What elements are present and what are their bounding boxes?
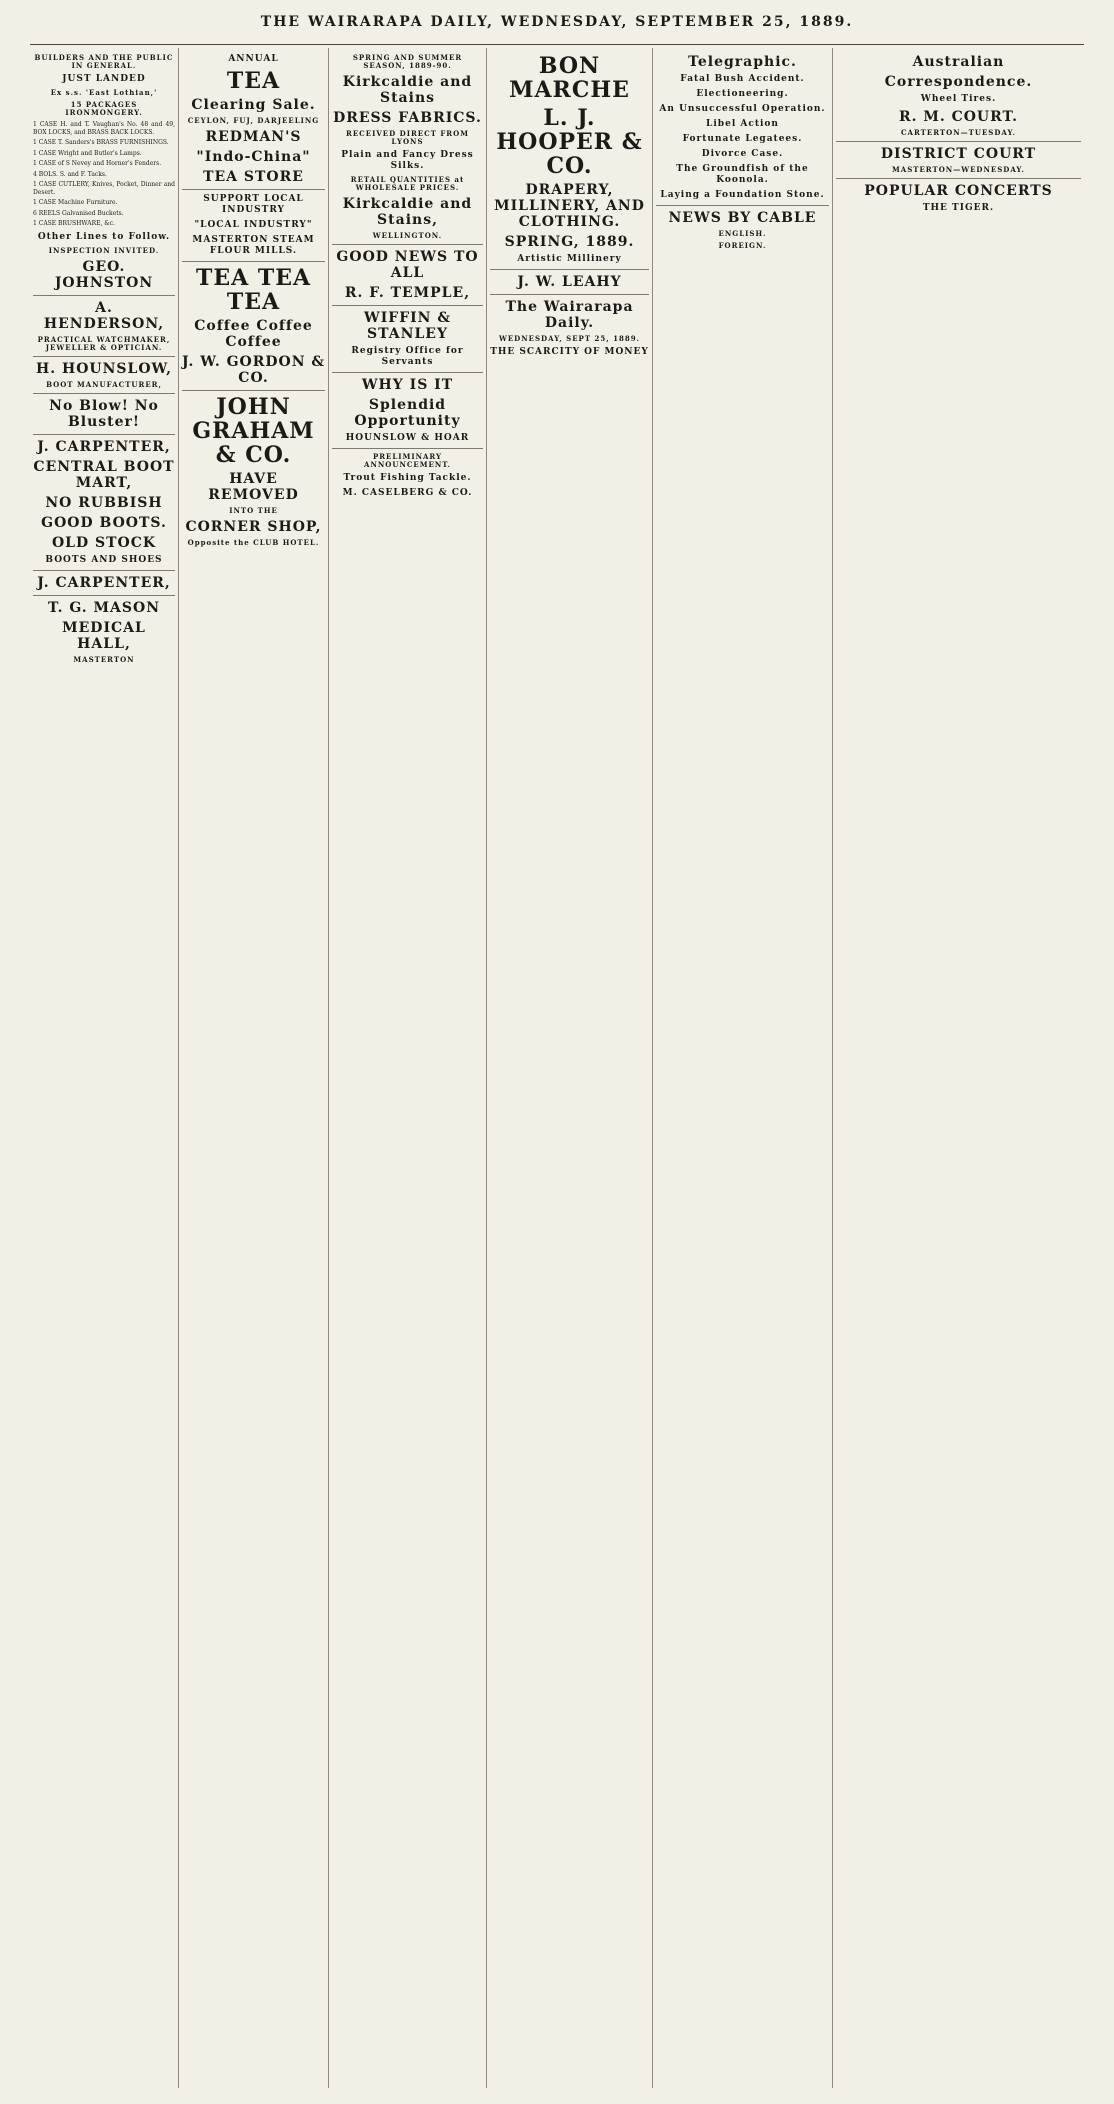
ad-heading: Coffee Coffee Coffee — [194, 318, 313, 350]
list-item: 1 CASE CUTLERY, Knives, Pocket, Dinner and Desert. — [33, 181, 175, 196]
masthead — [0, 0, 1114, 44]
column-5 — [652, 48, 832, 2088]
ad-heading: T. G. MASON — [47, 599, 161, 616]
ad-heading: TEA — [226, 68, 281, 94]
ad-heading: The Groundfish of the Koonola. — [676, 164, 809, 185]
ad-heading: RETAIL QUANTITIES at WHOLESALE PRICES. — [350, 175, 465, 192]
ad-heading: NEWS BY CABLE — [668, 210, 817, 226]
ad-heading: Clearing Sale. — [191, 97, 316, 113]
ad-heading: POPULAR CONCERTS — [864, 183, 1053, 199]
ad-heading: DRESS FABRICS. — [333, 110, 482, 126]
ad-heading: GOOD BOOTS. — [41, 514, 167, 531]
ad-heading: Artistic Millinery — [517, 254, 622, 264]
ad-heading: J. CARPENTER, — [37, 574, 171, 591]
ad-heading: An Unsuccessful Operation. — [659, 104, 826, 114]
ad-heading: MEDICAL HALL, — [62, 619, 146, 652]
column-6 — [832, 48, 1084, 2088]
ad-heading: INTO THE — [229, 506, 278, 515]
ad-heading: DISTRICT COURT — [880, 146, 1037, 162]
ad-heading: Telegraphic. — [688, 54, 797, 70]
ad-heading: WEDNESDAY, SEPT 25, 1889. — [498, 334, 640, 343]
ad-heading: TEA STORE — [203, 169, 304, 185]
ad-heading: Electioneering. — [696, 89, 789, 99]
ad-heading: Other Lines to Follow. — [37, 231, 171, 242]
list-item: 1 CASE Wright and Butler's Lamps. — [33, 149, 142, 157]
ad-heading: L. J. HOOPER & CO. — [496, 105, 643, 179]
ad-heading: GEO. JOHNSTON — [54, 258, 154, 291]
column-3 — [328, 48, 486, 2088]
list-item: 6 REELS Galvanised Buckets. — [33, 209, 124, 217]
ad-heading: TEA TEA TEA — [195, 265, 312, 315]
ad-heading: Opposite the CLUB HOTEL. — [187, 538, 320, 547]
ad-heading: Fatal Bush Accident. — [680, 74, 805, 84]
ad-heading: ENGLISH. — [718, 229, 767, 238]
ad-heading: Trout Fishing Tackle. — [343, 473, 472, 483]
ad-heading: Fortunate Legatees. — [682, 134, 803, 144]
ad-heading: WHY IS IT — [361, 377, 454, 393]
ad-heading: GOOD NEWS TO ALL — [336, 249, 479, 281]
ad-heading: R. M. COURT. — [898, 109, 1019, 125]
masthead-rule — [30, 44, 1084, 45]
ad-heading: DRAPERY, MILLINERY, AND CLOTHING. — [494, 182, 645, 230]
ad-heading: INSPECTION INVITED. — [48, 245, 160, 255]
ad-heading: NO RUBBISH — [45, 494, 163, 511]
ad-heading: BON MARCHE — [509, 53, 630, 103]
ad-heading: R. F. TEMPLE, — [344, 285, 471, 301]
masthead-title: THE WAIRARAPA DAILY, WEDNESDAY, SEPTEMBER 25, 1889. — [260, 14, 854, 30]
ad-heading: SPRING, 1889. — [504, 234, 635, 250]
ad-heading: M. CASELBERG & CO. — [342, 488, 473, 498]
ad-heading: HAVE REMOVED — [208, 471, 299, 503]
ad-heading: Divorce Case. — [701, 149, 784, 159]
list-item: 4 BOLS. S. and F. Tacks. — [33, 170, 107, 178]
ad-heading: MASTERTON STEAM FLOUR MILLS. — [192, 235, 315, 256]
ad-heading: J. CARPENTER, — [37, 438, 171, 455]
ad-heading: Splendid Opportunity — [354, 397, 461, 429]
ad-heading: PRACTICAL WATCHMAKER, JEWELLER & OPTICIAN. — [37, 334, 171, 352]
ad-heading: REDMAN'S — [205, 129, 302, 145]
ad-heading: THE SCARCITY OF MONEY — [490, 347, 649, 357]
ad-heading: SUPPORT LOCAL INDUSTRY — [203, 194, 304, 215]
ad-heading: The Wairarapa Daily. — [505, 299, 634, 331]
ad-heading: FOREIGN. — [718, 241, 767, 250]
ad-heading: BOOT MANUFACTURER, — [46, 379, 162, 389]
column-2 — [178, 48, 328, 2088]
ad-heading: THE TIGER. — [922, 203, 995, 213]
ad-heading: MASTERTON—WEDNESDAY. — [892, 165, 1025, 174]
ad-heading: Ex s.s. 'East Lothian,' — [50, 88, 158, 97]
list-item: 1 CASE of S Nevey and Horner's Fenders. — [33, 160, 162, 167]
ad-heading: CENTRAL BOOT MART, — [33, 458, 175, 491]
ad-heading: CORNER SHOP, — [185, 519, 322, 535]
ad-heading: Correspondence. — [884, 74, 1033, 90]
ad-heading: J. W. LEAHY — [517, 274, 622, 290]
ad-heading: HOUNSLOW & HOAR — [345, 433, 470, 443]
ad-heading: Plain and Fancy Dress Silks. — [341, 150, 474, 171]
ad-heading: WELLINGTON. — [372, 231, 443, 240]
ad-heading: Kirkcaldie and Stains — [342, 74, 473, 106]
ad-heading: H. HOUNSLOW, — [36, 360, 172, 377]
ad-heading: Laying a Foundation Stone. — [660, 190, 825, 200]
ad-heading: PRELIMINARY ANNOUNCEMENT. — [364, 452, 451, 469]
ad-heading: 15 PACKAGES IRONMONGERY. — [65, 100, 143, 117]
ad-heading: MASTERTON — [73, 654, 135, 664]
ad-heading: BUILDERS AND THE PUBLIC IN GENERAL. — [34, 53, 174, 70]
ad-heading: No Blow! No Bluster! — [49, 397, 159, 430]
column-1 — [30, 48, 178, 2088]
ad-heading: BOOTS AND SHOES — [45, 554, 163, 565]
list-item: 1 CASE Machine Furniture. — [33, 199, 118, 206]
ad-heading: A. HENDERSON, — [43, 299, 165, 332]
list-item: 1 CASE T. Sanders's BRASS FURNISHINGS. — [33, 139, 169, 146]
ad-heading: Kirkcaldie and Stains, — [342, 196, 473, 228]
ad-heading: "Indo-China" — [196, 149, 311, 165]
ad-heading: Australian — [912, 54, 1005, 70]
ad-heading: J. W. GORDON & CO. — [182, 354, 326, 386]
column-4 — [486, 48, 652, 2088]
ad-heading: JOHN GRAHAM & CO. — [192, 394, 315, 468]
ad-heading: RECEIVED DIRECT FROM LYONS — [346, 129, 469, 146]
list-item: 1 CASE H. and T. Vaughan's No. 48 and 49, BOX LOCKS, and BRASS BACK LOCKS. — [33, 121, 175, 136]
ad-heading: "LOCAL INDUSTRY" — [194, 220, 313, 230]
ad-heading: OLD STOCK — [51, 534, 157, 551]
ad-heading: CARTERTON—TUESDAY. — [900, 128, 1017, 137]
ad-heading: JUST LANDED — [62, 74, 146, 84]
list-item: 1 CASE BRUSHWARE, &c. — [33, 220, 115, 227]
ad-heading: CEYLON, FUJ, DARJEELING — [187, 116, 320, 125]
ad-heading: Libel Action — [706, 119, 779, 129]
ad-heading: Registry Office for Servants — [351, 346, 464, 367]
ad-heading: Wheel Tires. — [920, 94, 997, 104]
ad-heading: SPRING AND SUMMER SEASON, 1889-90. — [352, 53, 463, 70]
ad-heading: ANNUAL — [228, 54, 279, 64]
ad-heading: WIFFIN & STANLEY — [363, 310, 451, 342]
